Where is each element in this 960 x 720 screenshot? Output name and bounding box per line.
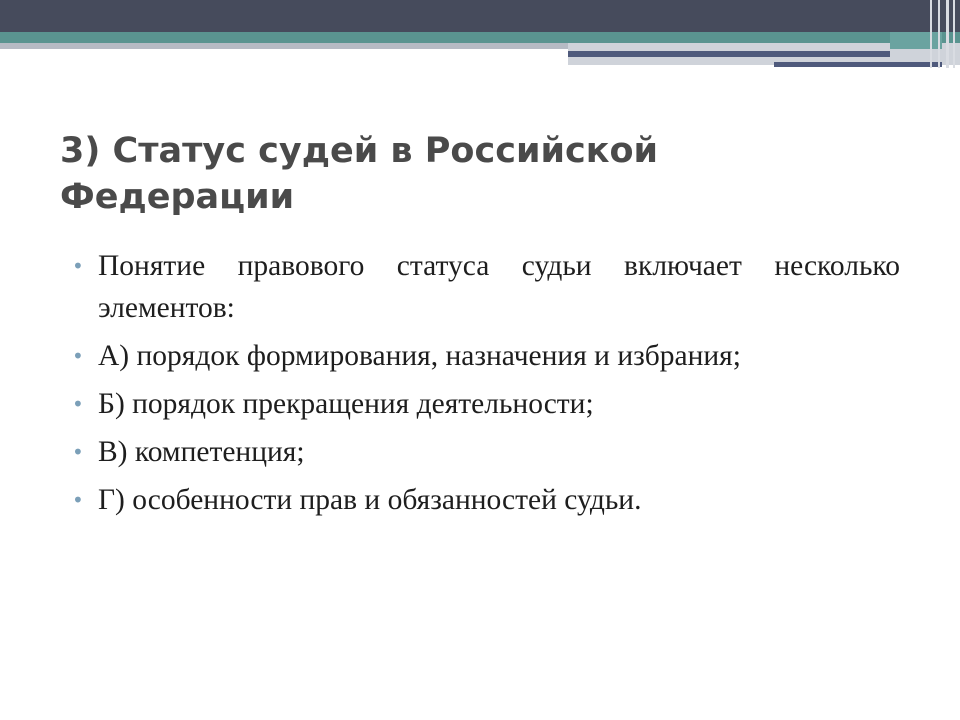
header-navy-stripe [568,51,890,57]
bullet-icon: • [72,488,84,512]
bullet-text: Б) порядок прекращения деятельности; [98,388,594,420]
header-vertical-line [938,0,940,68]
bullet-item [68,479,900,521]
bullet-item [68,383,900,425]
bullet-list [68,245,900,527]
header-vertical-line [930,0,932,68]
bullet-icon: • [72,344,84,368]
bullet-text: Понятие правового статуса судьи включает несколько элементов: [98,250,900,324]
bullet-item [68,245,900,329]
bullet-item [68,431,900,473]
bullet-icon: • [72,440,84,464]
bullet-icon: • [72,392,84,416]
bullet-text: В) компетенция; [98,436,305,468]
bullet-text: Г) особенности прав и обязанностей судьи. [98,484,642,516]
header-dark-bar [0,0,960,32]
slide-title: 3) Статус судей в Российской Федерации [60,131,659,217]
header-vertical-line [946,0,949,68]
bullet-item [68,335,900,377]
bullet-icon: • [72,254,84,278]
bullet-text: А) порядок формирования, назначения и избрания; [98,340,741,372]
header-navy-stripe-short [774,62,942,67]
header-teal-bar [0,32,960,43]
header-teal-accent [890,32,942,49]
header-vertical-line [953,0,955,68]
